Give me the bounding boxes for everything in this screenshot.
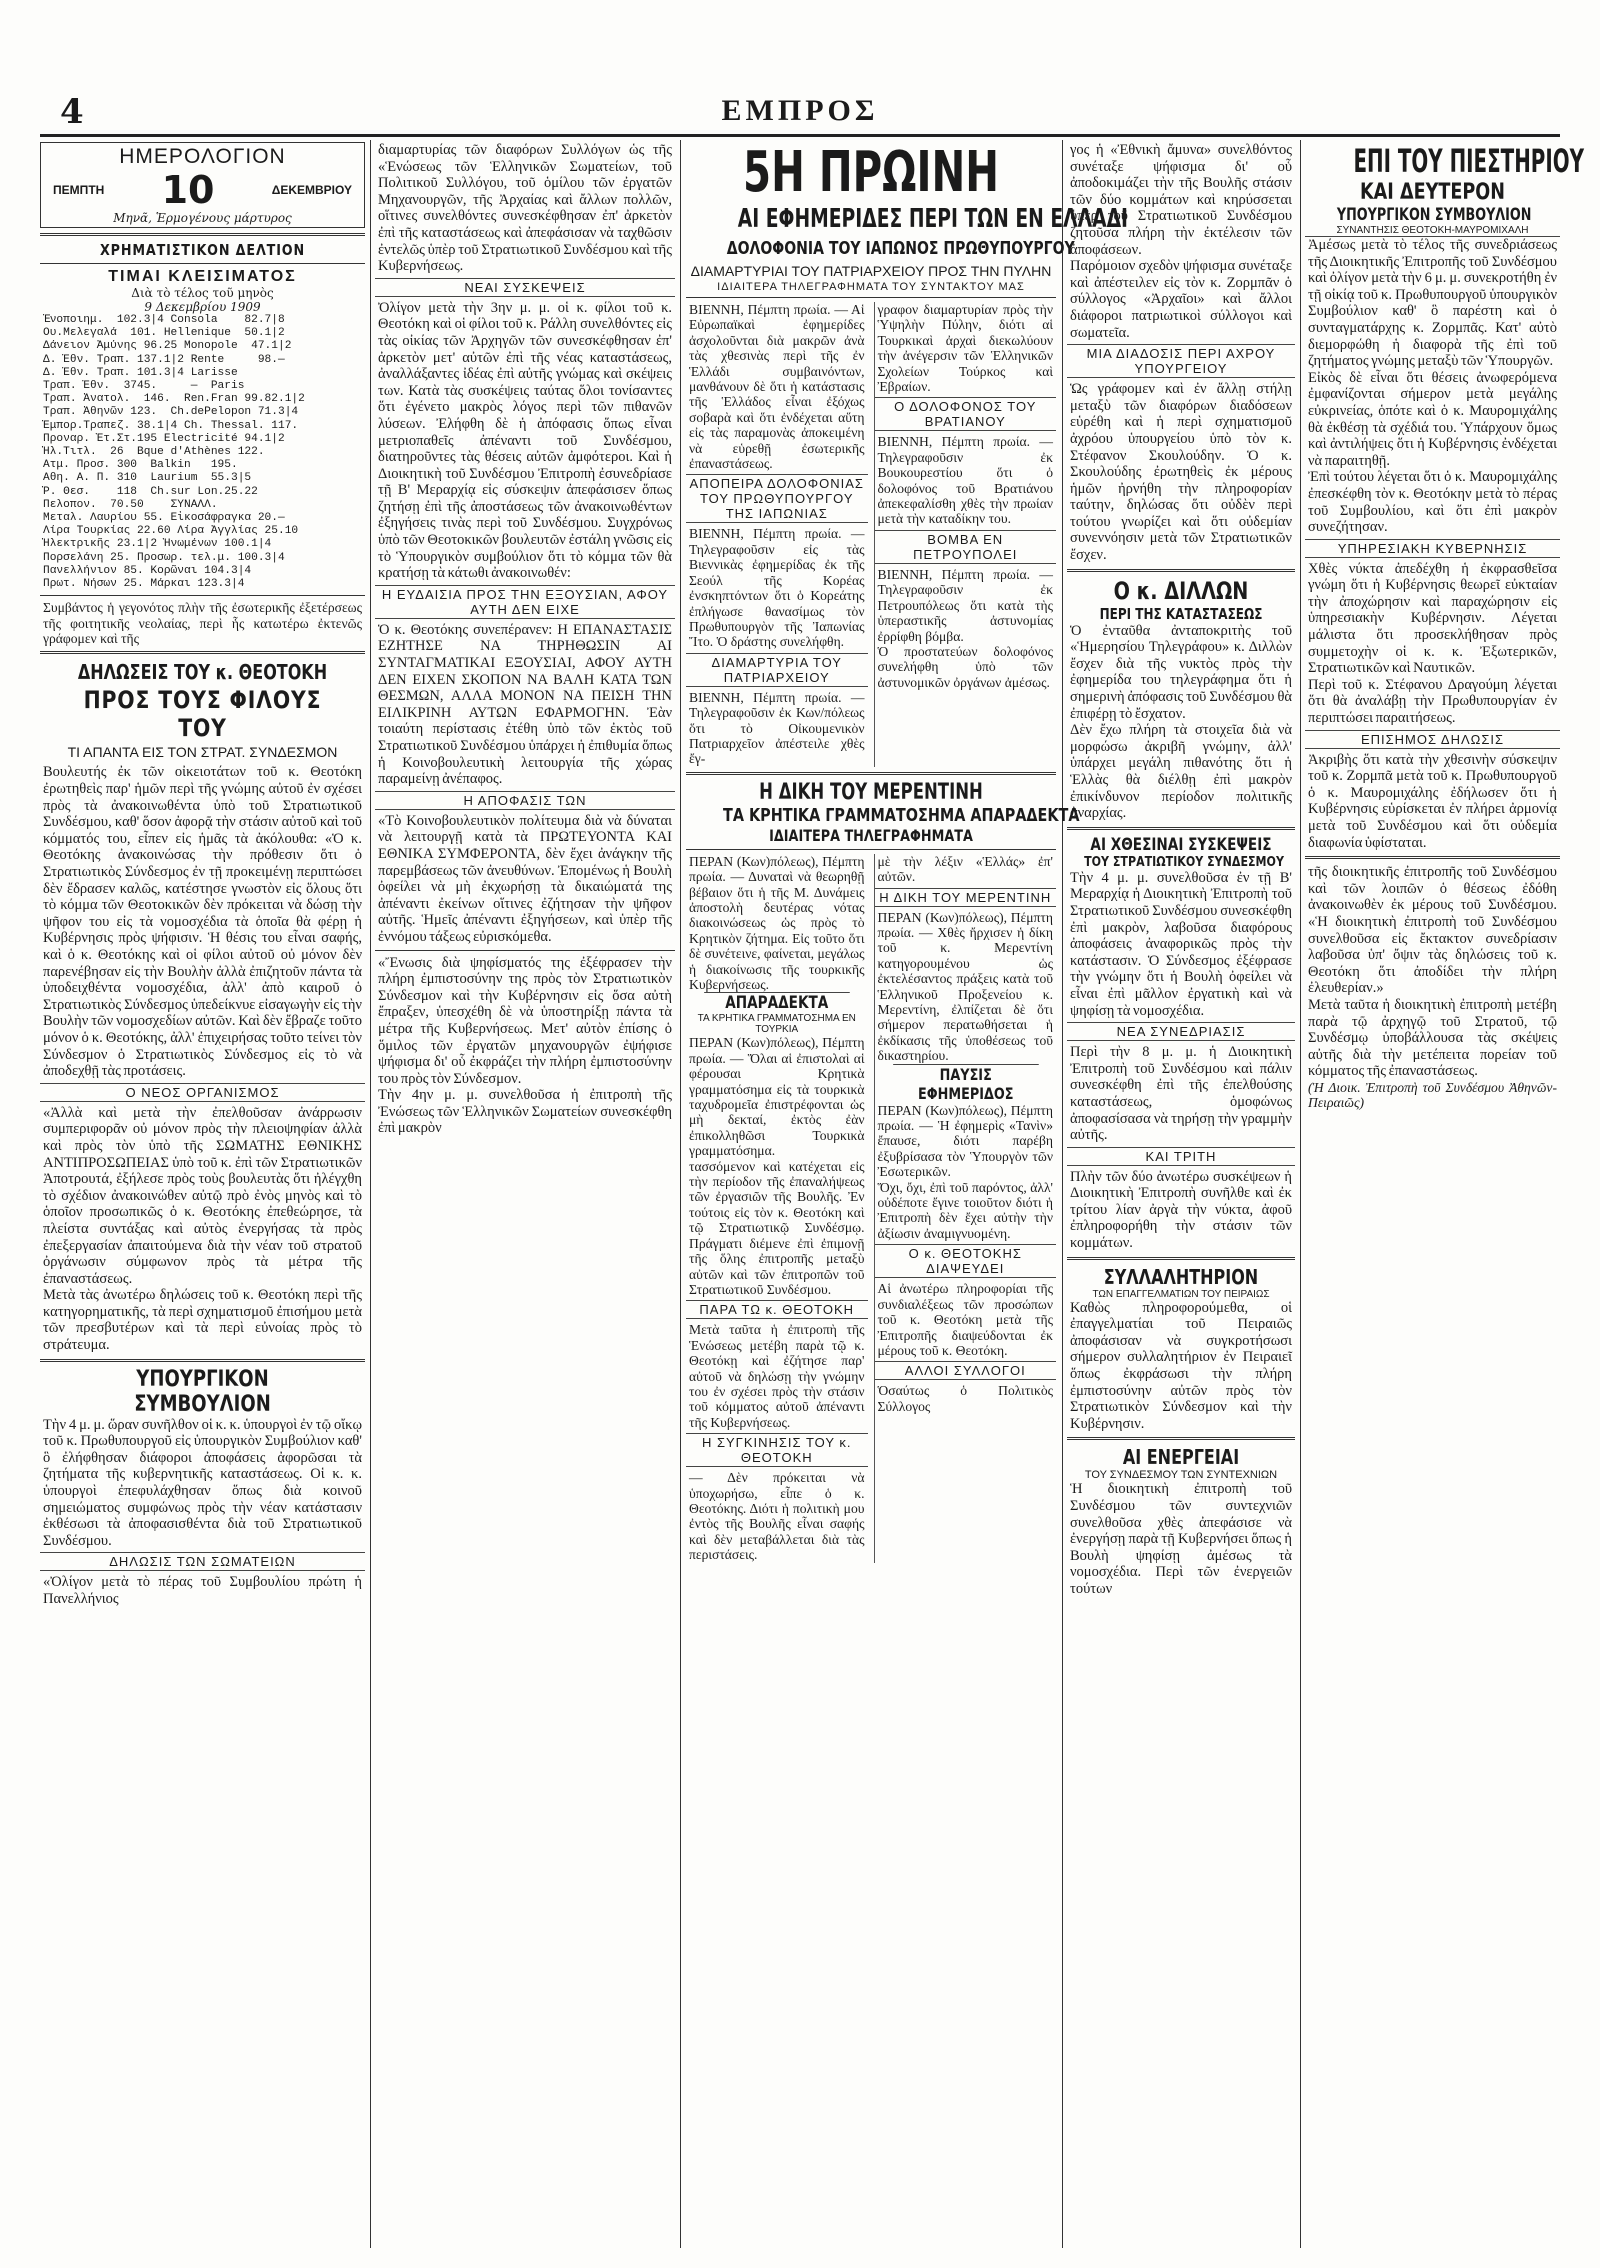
headline-theotokis: ΔΗΛΩΣΕΙΣ ΤΟΥ κ. ΘΕΟΤΟΚΗ — [77, 660, 328, 685]
telegram-text: ΒΙΕΝΝΗ, Πέμπτη πρωία. — Αἱ Εὐρωπαϊκαὶ ἐφημερίδες ἀσχολοῦνται διὰ μακρῶν ἀνὰ τὰς χθεσινὰς περὶ τῆς ἐν Ἑλλάδι συμβαινόντων, μανθάνουν δὲ ὅτι ἡ κατάστασις τῆς Ἑλλάδος εἶναι ἐξόχως σοβαρὰ καὶ ὅτι ἐνδέχεται αὕτη εἰς τὰς παραμονὰς ἀποκειμένη νὰ εὑρεθῇ ἐσωτερικῆς ἐπαναστάσεως. — [689, 302, 865, 472]
telegram-text: μὲ τὴν λέξιν «Ἑλλάς» ἐπ' αὐτῶν. — [877, 853, 1053, 885]
headline-5th-morning: 5Η ΠΡΩΙΝΗ — [743, 140, 999, 205]
headline-council: ΥΠΟΥΡΓΙΚΟΝ ΣΥΜΒΟΥΛΙΟΝ — [134, 1366, 271, 1417]
calendar-saint: Μηνᾶ, Ἑρμογένους μάρτυρος — [113, 211, 292, 225]
article-body: Ὁ κ. Θεοτόκης συνεπέρανεν: Η ΕΠΑΝΑΣΤΑΣΙΣ ΕΖΗΤΗΣΕ ΝΑ ΤΗΡΗΘΩΣΙΝ ΑΙ ΣΥΝΤΑΓΜΑΤΙΚΑΙ ΕΞΟΥΣΙΑΙ, ΑΦΟΥ ΑΥΤΗ ΔΕΝ ΕΙΧΕΝ ΣΚΟΠΟΝ ΝΑ ΒΑΛΗ ΚΑΤΑ ΤΩΝ ΘΕΣΜΩΝ, ΑΛΛΑ ΜΟΝΟΝ ΝΑ ΠΕΙΣΗ ΤΗΝ ΕΙΛΙΚΡΙΝΗ ΑΥΤΩΝ ΕΦΑΡΜΟΓΗΝ. Ἐὰν τοιαύτη περίστασις ἐτέθη ὑπὸ τῶν ἐκτὸς τοῦ Στρατιωτικοῦ Συνδέσμου ὑπάρχει ἡ ἐπιθυμία ὅπως ἡ Κοινοβουλευτικὴ λειτουργία τῆς χώρας παραμείνῃ ἀνέπαφος. — [378, 621, 672, 788]
subhead-organismos: Ο ΝΕΟΣ ΟΡΓΑΝΙΣΜΟΣ — [40, 1083, 365, 1102]
column-rule — [1062, 140, 1063, 2248]
merentini-col-right — [874, 854, 1057, 1563]
prices-title: ΤΙΜΑΙ ΚΛΕΙΣΙΜΑΤΟΣ — [108, 268, 297, 285]
article-body: διαμαρτυρίας τῶν διαφόρων Συλλόγων ὡς τῆς «Ἑνώσεως τῶν Ἑλληνικῶν Σωματείων, τοῦ Πολιτικοῦ Συλλόγου, τοῦ ὁμίλου τῶν ἐργατῶν Μηχανουργῶν, τῆς Ἀρχαίας καὶ ἄλλων πολλῶν, οἵτινες συνελθόντες συνεσκέφθησαν ἐπ' ἀρκετὸν ἐπὶ τῆς καταστάσεως καὶ ἀπεφάσισαν νὰ ταχθῶσιν ἐντελῶς ὑπὲρ τοῦ Στρατιωτικοῦ Συνδέσμου καὶ τῆς Κυβερνήσεως. — [378, 142, 672, 275]
telegram-text: ΠΕΡΑΝ (Κων)πόλεως), Πέμπτη πρωία. — Χθὲς ἤρχισεν ἡ δίκη τοῦ κ. Μερεντίνη κατηγορουμένου ὡς ἐκτελέσαντος πράξεις κατὰ τοῦ Ἑλληνικοῦ Προξενείου κ. Μερεντίνη, ἐλπίζεται δὲ ὅτι σήμερον περατωθήσεται ἡ ἐκδίκασις τῆς ὑποθέσεως τοῦ δικαστηρίου. — [877, 909, 1053, 1064]
article-body: Περὶ τοῦ κ. Στέφανου Δραγούμη λέγεται ὅτι θὰ ἀναλάβῃ τὴν Πρωθυπουργίαν ἐν περιπτώσει παραιτήσεως. — [1308, 676, 1557, 727]
column-rule — [370, 140, 371, 2248]
subhead-apofasis: Η ΑΠΟΦΑΣΙΣ ΤΩΝ — [375, 791, 675, 810]
subhead-syndesmou: ΤΟΥ ΣΤΡΑΤΙΩΤΙΚΟΥ ΣΥΝΔΕΣΜΟΥ — [1084, 854, 1284, 870]
article-body: γος ἡ «Ἐθνικὴ ἄμυνα» συνελθόντος συνέταξε ψήφισμα δι' οὗ ἀποδοκιμάζει τὴν τῆς Βουλῆς στάσιν τῶν δύο κομμάτων καὶ κηρύσσεται ὑπὲρ τοῦ Στρατιωτικοῦ Συνδέσμου ζητοῦσα πλήρη τὴν ἐκτέλεσιν τῶν ἀποφάσεων. — [1070, 142, 1292, 258]
article-body: «Ὀλίγον μετὰ τὸ πέρας τοῦ Συμβουλίου πρώτη ἡ Πανελλήνιος — [43, 1574, 362, 1608]
subhead-aparadekta-2: ΤΑ ΚΡΗΤΙΚΑ ΓΡΑΜΜΑΤΟΣΗΜΑ ΕΝ ΤΟΥΡΚΙΑ — [697, 1013, 856, 1036]
telegram-text: ΠΕΡΑΝ (Κων)πόλεως), Πέμπτη πρωία. — Ἡ ἐφημερὶς «Τανὶν» ἔπαυσε, διότι παρέβη ἐξυβρίσασα τὸν Ὑπουργὸν τῶν Ἐσωτερικῶν. — [877, 1102, 1053, 1180]
headline-friends: ΠΡΟΣ ΤΟΥΣ ΦΙΛΟΥΣ ΤΟΥ — [83, 686, 322, 743]
telegram-text: Ὅχι, ὄχι, ἐπὶ τοῦ παρόντος, ἀλλ' οὐδέποτε ἔγινε τοιοῦτον διότι ἡ Ἐπιτροπὴ δὲν ἔχει αὐτὴν τὴν ἀξίωσιν ἀναμιγνυομένη. — [877, 1179, 1053, 1241]
divider — [1305, 856, 1560, 859]
telegram-text: τασσόμενον καὶ κατέχεται εἰς τὴν περίοδον τῆς ἐπαναλήψεως τῶν ἐργασιῶν τῆς Βουλῆς. Ἐν τούτοις εἰς τὸν κ. Θεοτόκη καὶ τῷ Στρατιωτικῷ Συνδέσμῳ. Πράγματι διέμενε ἐπὶ ἐπιμονῇ τῆς ὅλης ἐπιτροπῆς μεταξὺ αὐτῶν καὶ τῶν ἐπιτροπῶν τοῦ Στρατιωτικοῦ Συνδέσμου. — [689, 1158, 865, 1297]
telegram-text: ΒΙΕΝΝΗ, Πέμπτη πρωία. — Τηλεγραφοῦσιν ἐκ Βουκουρεστίου ὅτι ὁ δολοφόνος τοῦ Βρατιάνου ἀπεκεφαλίσθη χθὲς τὴν πρωίαν μετὰ τὴν καταδίκην του. — [877, 434, 1053, 527]
subhead-synantisis: ΣΥΝΑΝΤΗΣΙΣ ΘΕΟΤΟΚΗ-ΜΑΥΡΟΜΙΧΑΛΗ — [1305, 225, 1560, 237]
telegram-text: — Δὲν πρόκειται νὰ ὑποχωρήσω, εἶπε ὁ κ. Θεοτόκης. Διότι ἡ πολιτικὴ μου ἐντὸς τῆς Βουλῆς εἶναι σαφής καὶ δὲν μεταβάλλεται διὰ τὰς περιστάσεις. — [689, 1470, 865, 1563]
divider — [1067, 827, 1295, 830]
headline-assassination: ΔΟΛΟΦΟΝΙΑ ΤΟΥ ΙΑΠΩΝΟΣ ΠΡΩΘΥΠΟΥΡΓΟΥ — [726, 238, 1075, 259]
headline-idiaitera: ΙΔΙΑΙΤΕΡΑ ΤΗΛΕΓΡΑΦΗΜΑΤΑ — [769, 825, 973, 845]
article-body: Βουλευτής ἐκ τῶν οἰκειοτάτων τοῦ κ. Θεοτόκη ἐρωτηθεὶς παρ' ἡμῶν περὶ τῆς γνώμης αὐτοῦ ἐν σχέσει πρὸς τὰ ἀνακοινωθέντα ὑπὸ τοῦ Στρατιωτικοῦ Συνδέσμου, καθ' ὅσον ἀφορᾷ τὴν στάσιν αὐτοῦ καὶ τοῦ κόμματός του, εἶπεν εἰς ἡμᾶς τὰ ἀκόλουθα: «Ὁ κ. Θεοτόκης ἀνακοινώσας τὴν πρόθεσιν ὅτι ὁ Στρατιωτικὸς Σύνδεσμος ἐν τῇ προκειμένῃ περιπτώσει δὲν ἔδρασεν καλῶς, κατέστησε γνωστὸν εἰς ὅλους ὅτι τὸ κόμμα τῶν Θεοτοκικῶν δὲν πρόκειται νὰ δώσῃ τὴν ψῆφον του εἰς τὰ νομοσχέδια τὰ ὁποῖα θὰ φέρῃ ἡ Κυβέρνησις πρὸς ψήφισιν. Ἡ θέσις του εἶναι σαφής, καὶ ὁ κ. Θεοτόκης καὶ οἱ φίλοι αὐτοῦ οὐ μόνον δὲν παρενέβησαν εἰς τὴν Βουλὴν ἀλλὰ ἐπιζητοῦν πάντα τὰ ὑποδειχθέντα νομοσχέδια, ἀλλ' ἀπὸ καιροῦ ὁ Στρατιωτικὸς Σύνδεσμος ὑπεδείκνυε εἰσαγωγὴν εἰς τὴν Βουλὴν τῶν νομοσχεδίων αὐτῶν. Καὶ δὲν ἔβραζε τοῦτο μόνον ὁ κ. Θεοτόκης, ἀλλ' ἐπιχειρήσας τοῦτο τείνει τὸν Σύνδεσμον ὁ Στρατιωτικὸς Σύνδεσμος εἰς τὸ νὰ ἀποδεχθῇ τὰς προτάσεις. — [43, 764, 362, 1080]
subhead-pausis: ΠΑΥΣΙΣ ΕΦΗΜΕΡΙΔΟΣ — [893, 1064, 1038, 1103]
article-body: «Ἀλλὰ καὶ μετὰ τὴν ἐπελθοῦσαν ἀνάρρωσιν συμπεριφορᾶν οὐ μόνον πρὸς τὴν πλειοψηφίαν ἀλλὰ καὶ πρὸς τὸν ὑπὸ τῆς ΣΩΜΑΤΗΣ ΕΘΝΙΚΗΣ ΑΝΤΙΠΡΟΣΩΠΕΙΑΣ ὑπὸ τοῦ κ. ἐπὶ τῶν Στρατιωτικῶν Ἀποτρουτά, ἐξήλεσε πρὸς τοὺς βουλευτὰς ὅτι ἠλέγχθη τὸ σχέδιον ἀνακοινώθεν αὐτῷ πρὸ ἐνὸς μηνὸς καὶ τὸ ὁποῖον προσωπικῶς ὁ κ. Θεοτόκης ἐπεθεώρησε, τὰ πλείστα συντάξας καὶ αὐτὸς ἐνεργήσας τὰ πρὸς ἐπεξεργασίαν ἀπαιτούμενα διὰ τὴν νέαν τοῦ στρατοῦ ὀργάνωσιν σύμφωνον πρὸς τὰ μέτρα τῆς ἐπαναστάσεως. — [43, 1104, 362, 1287]
masthead-rule — [40, 134, 1560, 137]
article-body: Τὴν 4 μ. μ. ὥραν συνῆλθον οἱ κ. κ. ὑπουργοὶ ἐν τῷ οἴκῳ τοῦ κ. Πρωθυπουργοῦ εἰς ὑπουργικὸν Συμβούλιον καθ' ὃ ἐλήφθησαν διάφοροι ἀποφάσεις ἀφορῶσαι τὰ ζητήματα τῆς κυβερνητικῆς καταστάσεως. Οἱ κ. κ. ὑπουργοὶ ἐπεφυλάχθησαν ὅπως διὰ κοινοῦ σημειώματος συμφώνως πρὸς τὴν νέαν κατάστασιν ἐκθέσωσι τὰ ἀποφασισθέντα διὰ τοῦ Στρατιωτικοῦ Συνδέσμου. — [43, 1416, 362, 1549]
divider — [686, 772, 1056, 775]
divider — [1067, 1437, 1295, 1440]
calendar-month: ΔΕΚΕΜΒΡΙΟΥ — [271, 183, 352, 197]
article-body: Ἡ διοικητικὴ ἐπιτροπὴ τοῦ Συνδέσμου τῶν συντεχνιῶν συνελθοῦσα χθὲς ἀπεφάσισε νὰ ἐνεργήσῃ παρὰ τῇ Κυβερνήσει ὅπως ἡ Βουλὴ ψηφίσῃ ἀμέσως τὰ νομοσχέδια. Περὶ τῶν ἐνεργειῶν τούτων — [1070, 1481, 1292, 1597]
divider — [40, 595, 365, 596]
headline-newspapers: ΑΙ ΕΦΗΜΕΡΙΔΕΣ ΠΕΡΙ ΤΩΝ ΕΝ ΕΛΛΑΔΙ — [737, 204, 1129, 234]
article-body: τῆς διοικητικῆς ἐπιτροπῆς τοῦ Συνδέσμου καὶ τῶν λοιπῶν ὁ θέσεως ἐδόθη ἀνακοινωθὲν ἐκ μέρους τοῦ Συνδέσμου. «Ἡ διοικητικὴ ἐπιτροπὴ τοῦ Συνδέσμου συνελθοῦσα εἰς ἔκτακτον συνεδρίασιν λαβοῦσα ὑπ' ὄψιν τὰς δηλώσεις τοῦ κ. Θεοτόκη ὅτι ἀποδίδει τὴν πλήρη ἐλευθερίαν.» — [1308, 864, 1557, 997]
article-body: Ἐπὶ τούτου λέγεται ὅτι ὁ κ. Μαυρομιχάλης ἐπεσκέφθη τὸν κ. Θεοτόκην μετὰ τὸ πέρας τοῦ Συμβουλίου, καὶ ὅτι ἐπὶ μακρὸν συνεζήτησαν. — [1308, 469, 1557, 536]
article-body: Ὡς γράφομεν καὶ ἐν ἄλλῃ στήλῃ μεταξὺ τῶν διαφόρων διαδόσεων εὑρέθη καὶ ἡ περὶ σχηματισμοῦ ἀχρόου ὑπουργείου ὑπὸ τὸν κ. Στέφανον Σκουλούδην. Ὁ κ. Σκουλούδης ἐρωτηθεὶς ἐκ μέρους ἡμῶν ἠρνήθη τὴν πληροφορίαν ταύτην, δηλώσας ὅτι οὐδὲν περὶ τούτου γνωρίζει καὶ ὅτι οὐδεμίαν συνεννόησιν μετὰ τῶν Στρατιωτικῶν ἔσχεν. — [1070, 381, 1292, 564]
column-1 — [40, 142, 365, 2242]
calendar-day-number: 10 — [161, 168, 215, 212]
telegram-columns — [686, 302, 1056, 767]
subhead-neai: ΝΕΑΙ ΣΥΣΚΕΨΕΙΣ — [375, 278, 675, 297]
article-body: Μετὰ τὰς ἀνωτέρω δηλώσεις τοῦ κ. Θεοτόκη περὶ τῆς κατηγορηματικῆς, τὰ περὶ σχηματισμοῦ ἐπισήμου μετὰ τῶν πρεσβυτέρων καὶ τὰ περὶ εὐνοίας πρὸς τὸ στράτευμα. — [43, 1287, 362, 1354]
masthead — [40, 92, 1560, 132]
headline-energeiai: ΑΙ ΕΝΕΡΓΕΙΑΙ — [1122, 1445, 1240, 1470]
divider — [686, 849, 1056, 850]
headline-stamps: ΤΑ ΚΡΗΤΙΚΑ ΓΡΑΜΜΑΤΟΣΗΜΑ ΑΠΑΡΑΔΕΚΤΑ — [723, 804, 1080, 826]
headline-xthesinai: ΑΙ ΧΘΕΣΙΝΑΙ ΣΥΣΚΕΨΕΙΣ — [1090, 834, 1272, 855]
article-body: Μετὰ ταῦτα ἡ διοικητικὴ ἐπιτροπὴ μετέβη παρὰ τῷ ἀρχηγῷ τοῦ Στρατοῦ, τῷ Συνδέσμῳ ὑποβάλλουσα τὰς σκέψεις αὐτῆς διὰ τὴν μετέπειτα πορείαν τοῦ κόμματος τῆς ἐπαναστάσεως. — [1308, 996, 1557, 1080]
column-rule — [1300, 140, 1301, 2248]
article-body: Τὴν 4ην μ. μ. συνελθοῦσα ἡ ἐπιτροπὴ τῆς Ἐνώσεως τῶν Ἑλληνικῶν Σωματείων συνεσκέφθη ἐπὶ μακρὸν — [378, 1087, 672, 1137]
divider — [686, 297, 1056, 298]
column-5 — [1305, 142, 1584, 2242]
headline-council-2: ΥΠΟΥΡΓΙΚΟΝ ΣΥΜΒΟΥΛΙΟΝ — [1336, 205, 1532, 225]
telegram-text: Ὁσαύτως ὁ Πολιτικὸς Σύλλογος — [877, 1383, 1053, 1414]
subhead-reply: ΤΙ ΑΠΑΝΤΑ ΕΙΣ ΤΟΝ ΣΤΡΑΤ. ΣΥΝΔΕΣΜΟΝ — [67, 744, 338, 761]
article-body: Χθὲς νύκτα ἀπεδέχθη ἡ ἐκφρασθεῖσα γνώμη ὅτι ἡ Κυβέρνησις θεωρεῖ εὐκταίαν τὴν ἀποχώρησιν καὶ παραχώρησιν εἰς ὑπηρεσιακὴν Κυβέρνησιν. Λέγεται μάλιστα ὅτι προσεκλήθησαν πρὸς συμμετοχὴν οἱ κ. κ. Ἐξωτερικῶν, Στρατιωτικῶν καὶ Ναυτικῶν. — [1308, 560, 1557, 677]
headline-syllalitirion: ΣΥΛΛΑΛΗΤΗΡΙΟΝ — [1103, 1264, 1259, 1289]
divider — [375, 950, 675, 951]
article-body: Εἰκὸς δὲ εἶναι ὅτι θέσεις ἀνωφερόμενα ἐμφανίζονται σήμερον μετὰ μεγάλης εὐκρινείας, ὁπότε καὶ ὁ κ. Μαυρομιχάλης θὰ ἐκθέσῃ τὰ σχέδιά του. Ὑπάρχουν ὅμως καὶ ἀντιλήψεις ὅτι ἡ Κυβέρνησις ἐνδέχεται νὰ παραιτηθῇ. — [1308, 369, 1557, 469]
column-2 — [375, 142, 675, 2242]
subhead-diki: Η ΔΙΚΗ ΤΟΥ ΜΕΡΕΝΤΙΝΗ — [875, 888, 1057, 907]
subhead-somateia: ΔΗΛΩΣΙΣ ΤΩΝ ΣΩΜΑΤΕΙΩΝ — [40, 1552, 365, 1571]
telegram-text: ΠΕΡΑΝ (Κων)πόλεως), Πέμπτη πρωία. — Ὅλαι αἱ ἐπιστολαὶ αἱ φέρουσαι Κρητικὰ γραμματόσημα εἰς τὰ τουρκικὰ ταχυδρομεῖα ἐπιστρέφονται ὡς μὴ δεκταί, ἐκτὸς ἐὰν ἐπικολληθῶσι Τουρκικὰ γραμματόσημα. — [689, 1035, 865, 1159]
article-body: Τὴν 4 μ. μ. συνελθοῦσα ἐν τῇ Β' Μεραρχίᾳ ἡ Διοικητικὴ Ἐπιτροπὴ τοῦ Στρατιωτικοῦ Συνδέσμου συνεσκέφθη ἐπὶ μακρὸν, λαβοῦσα διαφόρους ἀποφάσεις ἀναφορικῶς πρὸς τὴν κατάστασιν. Ὁ Σύνδεσμος ἐξέφρασε τὴν γνώμην ὅτι ἡ Βουλὴ ὀφείλει νὰ εἶναι ἐπὶ μᾶλλον ἐργατικὴ καὶ νὰ ψηφίσῃ τὰ νομοσχέδια. — [1070, 869, 1292, 1019]
article-body: Δὲν ἔχω πλήρη τὰ στοιχεῖα διὰ νὰ μορφώσω ἀκριβῆ γνώμην, ἀλλ' ὑπάρχει μεγάλη πιθανότης ὅτι ἡ Ἑλλὰς θὰ διέλθῃ ἐπὶ μακρὸν ἐπικίνδυνον περίοδον πολιτικῆς ἀναρχίας. — [1070, 722, 1292, 822]
subhead-diamartyria: ΔΙΑΜΑΡΤΥΡΙΑ ΤΟΥ ΠΑΤΡΙΑΡΧΕΙΟΥ — [686, 653, 868, 687]
column-3 — [686, 140, 1129, 2242]
telegram-col-left — [686, 302, 868, 767]
article-body: «Ἔνωσις διὰ ψηφίσματός της ἐξέφρασεν τὴν πλήρη ἐμπιστοσύνην της πρὸς τὸν Στρατιωτικὸν Σύνδεσμον καὶ τὴν Κυβέρνησιν εἰς ὅσα αὐτὴ ἔπραξεν, ὑπεσχέθη δὲ νὰ ὑποστηρίξῃ πάντα τὰ μέτρα τῆς Κυβερνήσεως. Μετ' αὐτὸν ἐπίσης ὁ ὅμιλος τῶν ἐργατῶν μηχανουργῶν ἐψήφισε ψήφισμα δι' οὗ ἐκφράζει τὴν πλήρη ἐμπιστοσύνην του πρὸς τὸν Σύνδεσμον. — [378, 954, 672, 1087]
article-body: Ἀκριβὴς ὅτι κατὰ τὴν χθεσινὴν σύσκεψιν τοῦ κ. Ζορμπᾶ μετὰ τοῦ κ. Πρωθυπουργοῦ ὁ κ. Μαυρομιχάλης ἐδήλωσεν ὅτι ἡ Κυβέρνησις εὑρίσκεται ἐν πλήρει ἀρμονίᾳ μετὰ τοῦ Συνδέσμου καὶ ὅτι οὐδεμία διαφωνία ὑφίσταται. — [1308, 751, 1557, 851]
telegram-text: ΒΙΕΝΝΗ, Πέμπτη πρωία. — Τηλεγραφοῦσιν εἰς τὰς Βιεννικὰς ἐφημερίδας ἐκ τῆς Σεούλ τῆς Κορέας ἐνσκηπτόντων ὅτι ὁ Κορεάτης ἐπλήγωσε θανασίμως τὸν Πρωθυπουργὸν τῆς Ἰαπωνίας Ἴτο. Ὁ δράστης συνελήφθη. — [689, 526, 865, 650]
headline-piestirio: ΕΠΙ ΤΟΥ ΠΙΕΣΤΗΡΙΟΥ — [1353, 142, 1584, 180]
subhead-nea: ΝΕΑ ΣΥΝΕΔΡΙΑΣΙΣ — [1067, 1022, 1295, 1041]
headline-dillon: Ο κ. ΔΙΛΛΩΝ — [1113, 576, 1249, 605]
column-rule — [680, 140, 681, 2248]
subhead-eggiisis: Η ΕΥΔΑΙΣΙΑ ΠΡΟΣ ΤΗΝ ΕΞΟΥΣΙΑΝ, ΑΦΟΥ ΑΥΤΗ ΔΕΝ ΕΙΧΕ — [375, 585, 675, 619]
calendar-title: ΗΜΕΡΟΛΟΓΙΟΝ — [119, 145, 286, 168]
page-number: 4 — [60, 92, 84, 132]
market-note: Συμβάντος ἡ γεγονότος πλὴν τῆς ἐσωτερικῆς ἐξετέρσεως τῆς φοιτητικῆς νεολαίας, περὶ ἧς κατωτέρω ἐκτενῶς γράφομεν καὶ τῆς — [43, 600, 362, 647]
subhead-para: ΠΑΡΑ ΤΩ κ. ΘΕΟΤΟΚΗ — [686, 1300, 868, 1319]
subhead-aparadekta: ΑΠΑΡΑΔΕΚΤΑ — [704, 992, 849, 1013]
telegram-text: ΒΙΕΝΝΗ, Πέμπτη πρωία. — Τηλεγραφοῦσιν ἐκ Κων/πόλεως ὅτι τὸ Οἰκουμενικὸν Πατριαρχεῖον ἀπέστειλε χθὲς ἔγ- — [689, 689, 865, 767]
subhead-apopeira: ΑΠΟΠΕΙΡΑ ΔΟΛΟΦΟΝΙΑΣ ΤΟΥ ΠΡΩΘΥΠΟΥΡΓΟΥ ΤΗΣ ΙΑΠΩΝΙΑΣ — [686, 474, 868, 523]
telegram-text: ΒΙΕΝΝΗ, Πέμπτη πρωία. — Τηλεγραφοῦσιν ἐκ Πετρουπόλεως ὅτι κατὰ τὴς ὑπεραστικῆς ἀστυνομίας ἐρρίφθη βόμβα. — [877, 566, 1053, 644]
telegram-text: Ὁ προστατεύων δολοφόνος συνελήφθη ὑπὸ τῶν ἀστυνομικῶν ὀργάνων ἀμέσως. — [877, 643, 1053, 690]
article-body: Καθὼς πληροφορούμεθα, οἱ ἐπαγγελματίαι τοῦ Πειραιῶς ἀποφάσισαν νὰ συγκροτήσωσι σήμερον συλλαλητήριον ἐν Πειραιεῖ ὅπως ἐκφράσωσι τὴν πλήρη ἐμπιστοσύνην αὐτῶν πρὸς τὸν Στρατιωτικὸν Σύνδεσμον καὶ τὴν Κυβέρνησιν. — [1070, 1299, 1292, 1432]
telegram-text: Μετὰ ταῦτα ἡ ἐπιτροπὴ τῆς Ἑνώσεως μετέβη παρὰ τῷ κ. Θεοτόκῃ καὶ ἐζήτησε παρ' αὐτοῦ νὰ δηλώσῃ τὴν γνώμην του ἐν σχέσει πρὸς τὴν στάσιν τοῦ κόμματος αὐτοῦ ἀπέναντι τῆς Κυβερνήσεως. — [689, 1322, 865, 1430]
merentini-columns — [686, 854, 1056, 1563]
subhead-ypiresiaki: ΥΠΗΡΕΣΙΑΚΗ ΚΥΒΕΡΝΗΣΙΣ — [1305, 539, 1560, 558]
subhead-piraeus: ΤΩΝ ΕΠΑΓΓΕΛΜΑΤΙΩΝ ΤΟΥ ΠΕΙΡΑΙΩΣ — [1092, 1288, 1270, 1300]
article-body: Παρόμοιον σχεδὸν ψήφισμα συνέταξε καὶ ἀπέστειλεν εἰς τὸν κ. Ζορμπᾶν ὁ σύλλογος «Ἀρχαῖοι» καὶ ἄλλοι διάφοροι πατριωτικοὶ σύλλογοι καὶ σωματεῖα. — [1070, 258, 1292, 341]
telegram-text: Αἱ ἀνωτέρω πληροφορίαι τῆς συνδιαλέξεως τῶν προσώπων τοῦ κ. Θεοτόκη μετὰ τῆς Ἐπιτροπῆς διαψεύδονται ἐκ μέρους τοῦ κ. Θεοτόκη. — [877, 1281, 1053, 1358]
divider — [40, 1359, 365, 1362]
telegram-text: ΠΕΡΑΝ (Κων)πόλεως), Πέμπτη πρωία. — Δυναταὶ νὰ θεωρηθῇ βέβαιον ὅτι ἡ τῆς Μ. Δυνάμεις ἀποστολὴ δευτέρας νότας διακοινώσεως ὡς πρὸς τὸ Κρητικὸν ζήτημα. Εἰς τοῦτο ὅτι δὲ συνέτεινε, φαίνεται, μεγάλως ἡ διακοίνωσις τῆς τουρκικῆς Κυβερνήσεως. — [689, 853, 865, 992]
article-body: Ὁ ἐνταῦθα ἀνταποκριτὴς τοῦ «Ἡμερησίου Τηλεγράφου» κ. Διλλὼν ἔσχεν διὰ τῆς νυκτὸς πρὸς τὴν ἐφημερίδα του τηλεγράφημα ὅτι ἡ σημερινὴ ἀπόφασις τοῦ Συνδέσμου θὰ ἐπιφέρῃ τὸ ἔσχατον. — [1070, 622, 1292, 722]
prices-subtitle: Διὰ τὸ τέλος τοῦ μηνὸς — [131, 286, 274, 300]
calendar-box — [40, 142, 365, 228]
article-body: «Τὸ Κοινοβουλευτικὸν πολίτευμα διὰ νὰ δύναται νὰ λειτουργῇ κατὰ τὰ ΠΡΩΤΕΥΟΝΤΑ ΚΑΙ ΕΘΝΙΚΑ ΣΥΜΦΕΡΟΝΤΑ, δὲν ἔχει ἀνάγκην τῆς παρεμβάσεως τῶν ἀνευθύνων. Ἐπομένως ἡ Βουλὴ ὀφείλει νὰ μὴ ἐκχωρήσῃ τὰ δικαιώματά της ἀπέναντι ἐκείνων οἵτινες ἐζήτησαν τὴν ψῆφον αὐτῆς. Ἡμεῖς ἀπέναντι ἐξηγήσεων, καὶ ὑπὲρ τῆς ἐννόμου τάξεως εὐρισκόμεθα. — [378, 812, 672, 945]
divider — [1067, 1257, 1295, 1260]
headline-telegrams: ΙΔΙΑΙΤΕΡΑ ΤΗΛΕΓΡΑΦΗΜΑΤΑ ΤΟΥ ΣΥΝΤΑΚΤΟΥ ΜΑΣ — [717, 281, 1025, 293]
article-body: Ὀλίγον μετὰ τὴν 3ην μ. μ. οἱ κ. φίλοι τοῦ κ. Θεοτόκη καὶ οἱ φίλοι τοῦ κ. Ράλλη συνελθόντες εἰς τὰς οἰκίας τῶν Ἀρχηγῶν τῶν συνεσκέφθησαν ἐπ' ἀρκετὸν μετ' αὐτῶν ἐπὶ τῆς νέας καταστάσεως, ἀναλλάξαντες ἰδέας ἐπὶ αὐτῆς γνώμας καὶ σκέψεις των. Κατὰ τὰς συσκέψεις ταύτας ὅλοι τονίσαντες ὅτι ἐγένετο μακρὸς λόγος περὶ τῶν πιθανῶν λύσεων. Ἐλήφθη δὲ ἡ ἀπόφασις ὅπως εἶναι μετριοπαθεῖς ἀπέναντι τοῦ Συνδέσμου, διατηροῦντες τὰς θέσεις αὐτῶν ἀμφότεροι. Καὶ ἡ Διοικητικὴ τοῦ Συνδέσμου Ἐπιτροπὴ ἐσυνεδρίασε τῇ Β' Μεραρχίᾳ εἰς σύσκεψιν ἀπεφάσισεν ὅπως ζητήσῃ ἐπὶ τῆς ἀποστάσεως τῶν ἀνακοινωθέντων ἐξηγήσεις τινὰς περὶ τοῦ Συνδέσμου. Συγχρόνως ὑπὸ τῶν Θεοτοκικῶν βουλευτῶν ἐστάλη γνῶσις εἰς τὸ Ὑπουργικὸν συμβούλιον ὅτι τὸ κόμμα τῶν θὰ κρατήσῃ τὰ κάτωθι ἀνακοινωθέν: — [378, 299, 672, 582]
subhead-dolofonos: Ο ΔΟΛΟΦΟΝΟΣ ΤΟΥ ΒΡΑΤΙΑΝΟΥ — [875, 397, 1057, 431]
headline-merentini: Η ΔΙΚΗ ΤΟΥ ΜΕΡΕΝΤΙΝΗ — [759, 779, 983, 805]
subhead-diapsevdei: Ο κ. ΘΕΟΤΟΚΗΣ ΔΙΑΨΕΥΔΕΙ — [875, 1244, 1057, 1278]
article-body: Περὶ τὴν 8 μ. μ. ἡ Διοικητικὴ Ἐπιτροπὴ τοῦ Συνδέσμου καὶ πάλιν συνεσκέφθη ἐπὶ τῆς ἐπελθούσης καταστάσεως, ὁμοφώνως ἀποφασίσασα νὰ τηρήσῃ τὴν γραμμὴν αὐτῆς. — [1070, 1044, 1292, 1144]
subhead-syntexnion: ΤΟΥ ΣΥΝΔΕΣΜΟΥ ΤΩΝ ΣΥΝΤΕΧΝΙΩΝ — [1084, 1469, 1278, 1482]
divider — [1067, 569, 1295, 572]
market-title: ΧΡΗΜΑΤΙΣΤΙΚΟΝ ΔΕΛΤΙΟΝ — [99, 241, 306, 259]
headline-patriarchate: ΔΙΑΜΑΡΤΥΡΙΑΙ ΤΟΥ ΠΑΤΡΙΑΡΧΕΙΟΥ ΠΡΟΣ ΤΗΝ ΠΥΛΗΝ — [690, 263, 1052, 279]
subhead-episimos: ΕΠΙΣΗΜΟΣ ΔΗΛΩΣΙΣ — [1305, 730, 1560, 749]
calendar-date-row — [45, 169, 360, 211]
divider — [40, 263, 365, 264]
telegram-text: γραφον διαμαρτυρίαν πρὸς τὴν Ὑψηλὴν Πύλην, διότι αἱ Τουρκικαὶ ἀρχαὶ διεκωλύουν τὴν ἀνέγερσιν τῶν Ἑλληνικῶν Σχολείων Τούρκος καὶ Ἐβραίων. — [877, 302, 1053, 395]
subhead-kai-triti: ΚΑΙ ΤΡΙΤΗ — [1067, 1147, 1295, 1166]
divider — [40, 651, 365, 654]
column-4 — [1067, 142, 1295, 2242]
subhead-katastasis: ΠΕΡΙ ΤΗΣ ΚΑΤΑΣΤΑΣΕΩΣ — [1099, 604, 1263, 623]
calendar-day-name: ΠΕΜΠΤΗ — [53, 183, 105, 197]
merentini-col-left — [686, 854, 868, 1563]
article-body: Ἀμέσως μετὰ τὸ τέλος τῆς συνεδριάσεως τῆς Διοικητικῆς Ἐπιτροπῆς τοῦ Συνδέσμου καὶ ὀλίγον μετὰ τὴν 6 μ. μ. συνεκροτήθη ἐν τῇ οἰκίᾳ τοῦ κ. Πρωθυπουργοῦ ὑπουργικὸν Συμβούλιον καθ' ὃ παρέστη καὶ ὁ συνταγματάρχης κ. Ζορμπᾶς. Κατ' αὐτὸ διεμορφώθη ἡ διαφορὰ τῆς ἐπὶ τοῦ ζητήματος γνώμης μεταξὺ τῶν Ὑπουργῶν. — [1308, 237, 1557, 370]
subhead-alloi: ΑΛΛΟΙ ΣΥΛΛΟΓΟΙ — [875, 1361, 1057, 1380]
subhead-sygkinisis: Η ΣΥΓΚΙΝΗΣΙΣ ΤΟΥ κ. ΘΕΟΤΟΚΗ — [686, 1433, 868, 1467]
article-body: Πλὴν τῶν δύο ἀνωτέρω συσκέψεων ἡ Διοικητικὴ Ἐπιτροπὴ συνῆλθε καὶ ἐκ τρίτου λίαν ἀργὰ τὴν νύκτα, ἀφοῦ ἐπληροφορήθη τὴν στάσιν τῶν κομμάτων. — [1070, 1168, 1292, 1252]
prices-date: 9 Δεκεμβρίου 1909 — [144, 300, 261, 314]
telegram-col-right — [874, 302, 1057, 767]
newspaper-title: ΕΜΠΡΟΣ — [721, 94, 879, 127]
footer-signature: (Ἡ Διοικ. Ἐπιτροπὴ τοῦ Συνδέσμου Ἀθηνῶν-Πειραιῶς) — [1308, 1079, 1557, 1111]
subhead-diadosis: ΜΙΑ ΔΙΑΔΟΣΙΣ ΠΕΡΙ ΑΧΡΟΥ ΥΠΟΥΡΓΕΙΟΥ — [1067, 344, 1295, 378]
subhead-bomba: ΒΟΜΒΑ ΕΝ ΠΕΤΡΟΥΠΟΛΕΙ — [875, 530, 1057, 564]
divider — [40, 233, 365, 236]
market-price-table: Ἑνοποιημ. 102.3|4 Consola 82.7|8 Ου.Μελεγαλά 101. Hellenique 50.1|2 Δάνειον Ἀμύνης 96.25 Monopole 47.1|2 Δ. Ἐθν. Τραπ. 137.1|2 Rente 98.— Δ. Ἐθν. Τραπ. 101.3|4 Larisse Τραπ. Ἐθν. 3745. — Paris Τραπ. Ἀνατολ. 146. Ren.Fran 99.82.1|2 Τραπ. Ἀθηνῶν 123. Ch.dePelopon 71.3|4 Ἐμπορ.Τραπεζ. 38.1|4 Ch. Thessal. 117. Προναρ. Ἐτ.Στ.195 Electricité 94.1|2 Ἡλ.Τιτλ. 26 Bque d'Athènes 122. Ατμ. Προσ. 300 Balkin 195. Αθη. Α. Π. 310 Laurium 55.3|5 Ῥ. Θεσ. 118 Ch.sur Lon.25.22 Πελοπον. 70.50 ΣΥΝΑΛΛ. Μεταλ. Λαυρίου 55. Εἰκοσάφραγκα 20.— Λίρα Τουρκίας 22.60 Λίρα Ἀγγλίας 25.10 Ἡλεκτρικῆς 23.1|2 Ἡνωμένων 100.1|4 Πορσελάνη 25. Προσωρ. τελ.μ. 100.3|4 Πανελλήνιον 85. Κορῶναι 104.3|4 Πρωτ. Νήσων 25. Μάρκαι 123.3|4 — [43, 314, 305, 591]
headline-deuteron: ΚΑΙ ΔΕΥΤΕΡΟΝ — [1360, 180, 1505, 205]
